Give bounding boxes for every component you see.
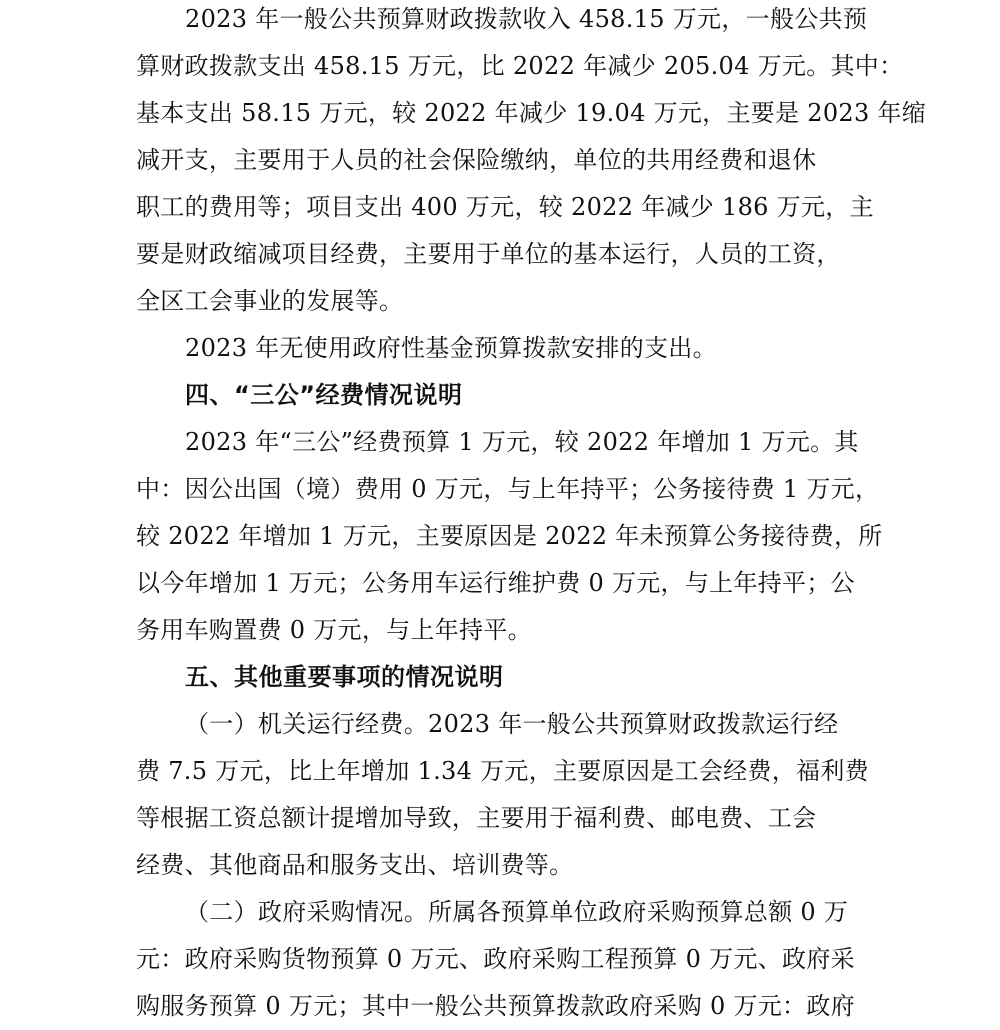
paragraph-line: 算财政拨款支出 458.15 万元，比 2022 年减少 205.04 万元。其中：: [136, 52, 904, 80]
section-heading: 四、“三公”经费情况说明: [185, 381, 463, 409]
paragraph-line: 2023 年“三公”经费预算 1 万元，较 2022 年增加 1 万元。其: [185, 428, 859, 456]
paragraph-line: （一）机关运行经费。2023 年一般公共预算财政拨款运行经: [185, 710, 839, 738]
paragraph-line: 要是财政缩减项目经费，主要用于单位的基本运行，人员的工资，: [136, 240, 841, 268]
paragraph-line: 2023 年无使用政府性基金预算拨款安排的支出。: [185, 334, 717, 362]
paragraph-line: 购服务预算 0 万元；其中一般公共预算拨款政府采购 0 万元：政府: [136, 992, 855, 1020]
paragraph-line: 务用车购置费 0 万元，与上年持平。: [136, 616, 532, 644]
paragraph-line: 经费、其他商品和服务支出、培训费等。: [136, 851, 574, 879]
paragraph-line: 元：政府采购货物预算 0 万元、政府采购工程预算 0 万元、政府采: [136, 945, 855, 973]
paragraph-line: 全区工会事业的发展等。: [136, 287, 404, 315]
paragraph-line: 等根据工资总额计提增加导致，主要用于福利费、邮电费、工会: [136, 804, 817, 832]
paragraph-line: 较 2022 年增加 1 万元，主要原因是 2022 年未预算公务接待费，所: [136, 522, 883, 550]
paragraph-line: 职工的费用等；项目支出 400 万元，较 2022 年减少 186 万元，主: [136, 193, 874, 221]
paragraph-line: （二）政府采购情况。所属各预算单位政府采购预算总额 0 万: [185, 898, 849, 926]
paragraph-line: 中：因公出国（境）费用 0 万元，与上年持平；公务接待费 1 万元，: [136, 475, 880, 503]
paragraph-line: 2023 年一般公共预算财政拨款收入 458.15 万元，一般公共预: [185, 5, 868, 33]
paragraph-line: 费 7.5 万元，比上年增加 1.34 万元，主要原因是工会经费，福利费: [136, 757, 869, 785]
section-heading: 五、其他重要事项的情况说明: [185, 663, 504, 691]
paragraph-line: 基本支出 58.15 万元，较 2022 年减少 19.04 万元，主要是 2023 年缩: [136, 99, 927, 127]
paragraph-line: 减开支，主要用于人员的社会保险缴纳，单位的共用经费和退休: [136, 146, 817, 174]
paragraph-line: 以今年增加 1 万元；公务用车运行维护费 0 万元，与上年持平；公: [136, 569, 855, 597]
